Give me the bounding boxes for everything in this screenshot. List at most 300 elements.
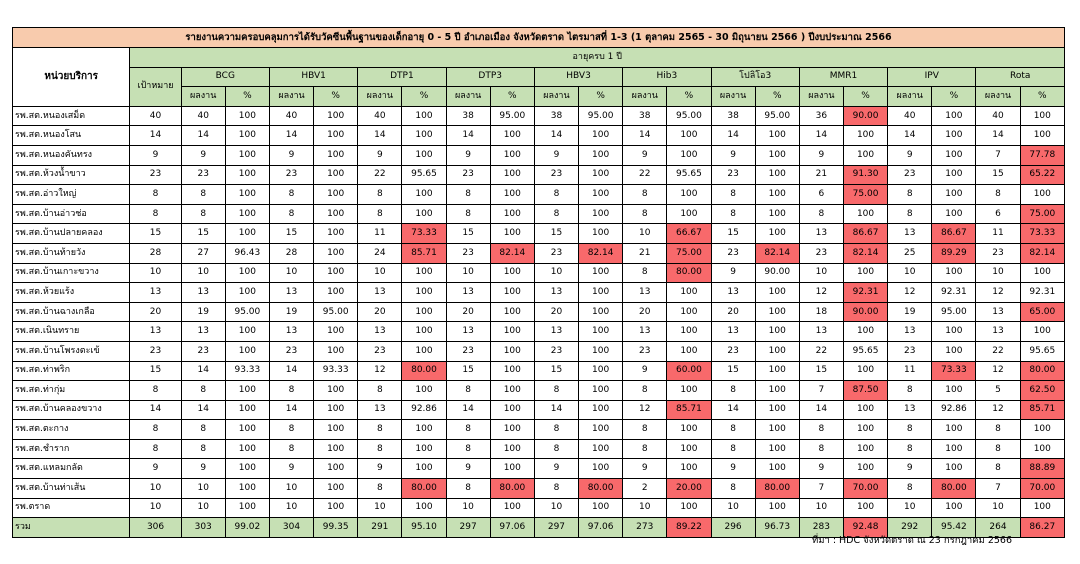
target-cell: 23 — [130, 165, 181, 185]
percent-cell: 100 — [314, 145, 358, 165]
result-cell: 23 — [446, 243, 490, 263]
percent-cell: 96.43 — [225, 243, 269, 263]
result-cell: 14 — [181, 361, 225, 381]
result-cell: 38 — [711, 106, 755, 126]
percent-cell: 100 — [402, 302, 446, 322]
result-cell: 10 — [799, 498, 843, 518]
unit-name: รพ.สต.เนินทราย — [13, 322, 130, 342]
target-cell: 9 — [130, 459, 181, 479]
vaccine-header: Rota — [976, 67, 1065, 87]
result-cell: 10 — [976, 263, 1020, 283]
percent-cell: 95.65 — [843, 341, 887, 361]
percent-cell: 100 — [225, 322, 269, 342]
result-cell: 264 — [976, 518, 1020, 538]
result-cell: 8 — [976, 459, 1020, 479]
percent-cell: 100 — [402, 341, 446, 361]
table-row — [13, 106, 1065, 126]
percent-cell: 100 — [932, 420, 976, 440]
result-cell: 10 — [181, 263, 225, 283]
result-cell: 23 — [888, 341, 932, 361]
unit-name: รพ.สต.อ่าวใหญ่ — [13, 185, 130, 205]
result-cell: 12 — [623, 400, 667, 420]
table-row — [13, 283, 1065, 303]
target-cell: 8 — [130, 381, 181, 401]
percent-cell: 100 — [314, 126, 358, 146]
result-cell: 10 — [623, 224, 667, 244]
result-cell: 8 — [181, 439, 225, 459]
result-cell: 8 — [358, 479, 402, 499]
percent-cell: 100 — [579, 145, 623, 165]
percent-cell: 100 — [843, 322, 887, 342]
result-cell: 9 — [181, 145, 225, 165]
percent-cell: 77.78 — [1020, 145, 1064, 165]
table-row — [13, 204, 1065, 224]
percent-cell: 90.00 — [843, 106, 887, 126]
result-cell: 9 — [711, 145, 755, 165]
percent-cell: 95.65 — [667, 165, 711, 185]
percent-cell: 95.00 — [490, 106, 534, 126]
result-cell: 10 — [269, 498, 313, 518]
result-cell: 8 — [888, 204, 932, 224]
result-cell: 13 — [534, 283, 578, 303]
result-cell: 8 — [269, 185, 313, 205]
percent-cell: 100 — [314, 322, 358, 342]
percent-cell: 100 — [932, 106, 976, 126]
result-cell: 12 — [976, 400, 1020, 420]
result-cell: 28 — [269, 243, 313, 263]
percent-cell: 100 — [402, 381, 446, 401]
percent-cell: 100 — [755, 439, 799, 459]
percent-cell: 73.33 — [932, 361, 976, 381]
percent-cell: 80.00 — [1020, 361, 1064, 381]
result-cell: 8 — [711, 381, 755, 401]
percent-cell: 100 — [579, 283, 623, 303]
percent-cell: 100 — [225, 263, 269, 283]
result-cell: 7 — [976, 145, 1020, 165]
percent-cell: 80.00 — [579, 479, 623, 499]
result-cell: 8 — [534, 439, 578, 459]
percent-cell: 99.35 — [314, 518, 358, 538]
percent-subheader: % — [932, 87, 976, 107]
result-cell: 23 — [711, 165, 755, 185]
result-cell: 8 — [623, 204, 667, 224]
result-cell: 8 — [269, 439, 313, 459]
percent-cell: 100 — [843, 459, 887, 479]
result-cell: 14 — [799, 400, 843, 420]
percent-cell: 73.33 — [1020, 224, 1064, 244]
table-row — [13, 165, 1065, 185]
percent-cell: 100 — [843, 439, 887, 459]
percent-cell: 92.48 — [843, 518, 887, 538]
result-cell: 15 — [711, 361, 755, 381]
percent-cell: 75.00 — [667, 243, 711, 263]
target-cell: 23 — [130, 341, 181, 361]
result-cell: 10 — [446, 498, 490, 518]
percent-cell: 100 — [1020, 185, 1064, 205]
percent-cell: 100 — [755, 302, 799, 322]
percent-cell: 100 — [667, 185, 711, 205]
result-cell: 8 — [888, 420, 932, 440]
result-cell: 8 — [711, 204, 755, 224]
title-row — [13, 28, 1065, 48]
result-cell: 23 — [534, 165, 578, 185]
percent-cell: 100 — [225, 381, 269, 401]
result-cell: 291 — [358, 518, 402, 538]
result-cell: 13 — [623, 322, 667, 342]
result-cell: 8 — [623, 381, 667, 401]
result-cell: 40 — [358, 106, 402, 126]
percent-cell: 100 — [579, 322, 623, 342]
result-cell: 14 — [181, 126, 225, 146]
result-cell: 10 — [623, 498, 667, 518]
vaccine-header: IPV — [888, 67, 976, 87]
unit-name: รพ.สต.ตะกาง — [13, 420, 130, 440]
percent-subheader: % — [225, 87, 269, 107]
percent-cell: 100 — [667, 459, 711, 479]
target-cell: 40 — [130, 106, 181, 126]
percent-cell: 95.00 — [667, 106, 711, 126]
percent-cell: 100 — [843, 498, 887, 518]
table-row — [13, 145, 1065, 165]
result-cell: 20 — [711, 302, 755, 322]
result-cell: 297 — [534, 518, 578, 538]
result-cell: 23 — [269, 341, 313, 361]
percent-cell: 100 — [402, 420, 446, 440]
percent-cell: 100 — [225, 224, 269, 244]
percent-cell: 62.50 — [1020, 381, 1064, 401]
table-row — [13, 302, 1065, 322]
percent-cell: 66.67 — [667, 224, 711, 244]
result-cell: 23 — [358, 341, 402, 361]
target-cell: 15 — [130, 224, 181, 244]
percent-cell: 97.06 — [490, 518, 534, 538]
table-row — [13, 459, 1065, 479]
result-cell: 9 — [358, 459, 402, 479]
result-cell: 11 — [358, 224, 402, 244]
result-cell: 8 — [623, 263, 667, 283]
result-cell: 11 — [888, 361, 932, 381]
result-cell: 14 — [269, 361, 313, 381]
percent-cell: 95.42 — [932, 518, 976, 538]
result-cell: 10 — [976, 498, 1020, 518]
result-cell: 8 — [534, 381, 578, 401]
result-cell: 22 — [358, 165, 402, 185]
result-cell: 38 — [446, 106, 490, 126]
percent-cell: 100 — [225, 479, 269, 499]
result-cell: 20 — [358, 302, 402, 322]
percent-cell: 100 — [314, 400, 358, 420]
result-cell: 8 — [269, 381, 313, 401]
result-cell: 9 — [711, 459, 755, 479]
result-cell: 22 — [976, 341, 1020, 361]
percent-cell: 100 — [490, 322, 534, 342]
percent-cell: 93.33 — [314, 361, 358, 381]
percent-cell: 100 — [490, 400, 534, 420]
target-header: เป้าหมาย — [130, 67, 181, 106]
result-cell: 14 — [711, 400, 755, 420]
result-cell: 13 — [711, 283, 755, 303]
table-row — [13, 400, 1065, 420]
result-cell: 9 — [623, 459, 667, 479]
percent-cell: 100 — [932, 498, 976, 518]
result-cell: 38 — [623, 106, 667, 126]
percent-cell: 75.00 — [1020, 204, 1064, 224]
result-cell: 8 — [358, 185, 402, 205]
table-row — [13, 243, 1065, 263]
unit-name: รพ.สต.แหลมกลัด — [13, 459, 130, 479]
result-cell: 8 — [181, 381, 225, 401]
unit-name: รพ.สต.หนองเสม็ด — [13, 106, 130, 126]
result-cell: 8 — [446, 420, 490, 440]
result-cell: 15 — [181, 224, 225, 244]
result-cell: 7 — [976, 479, 1020, 499]
result-cell: 13 — [269, 322, 313, 342]
result-cell: 8 — [181, 204, 225, 224]
result-cell: 22 — [799, 341, 843, 361]
percent-cell: 73.33 — [402, 224, 446, 244]
percent-cell: 95.00 — [225, 302, 269, 322]
result-cell: 14 — [711, 126, 755, 146]
percent-cell: 85.71 — [1020, 400, 1064, 420]
percent-subheader: % — [579, 87, 623, 107]
result-cell: 8 — [534, 479, 578, 499]
result-cell: 23 — [534, 341, 578, 361]
result-cell: 40 — [888, 106, 932, 126]
percent-cell: 100 — [314, 498, 358, 518]
percent-cell: 100 — [490, 126, 534, 146]
result-cell: 12 — [976, 361, 1020, 381]
result-cell: 24 — [358, 243, 402, 263]
result-cell: 14 — [181, 400, 225, 420]
percent-cell: 100 — [402, 204, 446, 224]
percent-cell: 100 — [225, 420, 269, 440]
result-cell: 6 — [976, 204, 1020, 224]
result-cell: 23 — [799, 243, 843, 263]
report-title: รายงานความครอบคลุมการได้รับวัคซีนพื้นฐานของเด็กอายุ 0 - 5 ปี อำเภอเมือง จังหวัดตราด ไตรมาสที่ 1-3 (1 ตุลาคม 2565 - 30 มิถุนายน 2566 ) ปีงบประมาณ 2566 — [13, 28, 1065, 48]
result-cell: 10 — [358, 263, 402, 283]
percent-cell: 100 — [1020, 126, 1064, 146]
percent-cell: 100 — [1020, 439, 1064, 459]
result-cell: 9 — [623, 361, 667, 381]
result-cell: 9 — [358, 145, 402, 165]
percent-cell: 100 — [490, 224, 534, 244]
percent-subheader: % — [314, 87, 358, 107]
percent-cell: 100 — [667, 204, 711, 224]
result-cell: 10 — [534, 498, 578, 518]
target-cell: 10 — [130, 263, 181, 283]
result-cell: 10 — [711, 498, 755, 518]
result-cell: 9 — [623, 145, 667, 165]
percent-cell: 91.30 — [843, 165, 887, 185]
percent-cell: 86.67 — [932, 224, 976, 244]
source-note: ที่มา : HDC จังหวัดตราด ณ 23 กรกฎาคม 2566 — [811, 535, 1012, 546]
result-cell: 19 — [181, 302, 225, 322]
percent-cell: 89.29 — [932, 243, 976, 263]
result-cell: 15 — [976, 165, 1020, 185]
result-cell: 8 — [181, 420, 225, 440]
result-cell: 10 — [888, 263, 932, 283]
result-cell: 15 — [446, 361, 490, 381]
percent-cell: 86.27 — [1020, 518, 1064, 538]
percent-cell: 100 — [402, 459, 446, 479]
table-row — [13, 479, 1065, 499]
result-cell: 9 — [799, 145, 843, 165]
result-subheader: ผลงาน — [534, 87, 578, 107]
result-cell: 13 — [623, 283, 667, 303]
percent-cell: 100 — [314, 106, 358, 126]
percent-cell: 100 — [755, 224, 799, 244]
result-cell: 303 — [181, 518, 225, 538]
percent-cell: 100 — [932, 165, 976, 185]
target-cell: 8 — [130, 204, 181, 224]
percent-cell: 100 — [755, 361, 799, 381]
result-cell: 13 — [181, 322, 225, 342]
result-cell: 14 — [269, 126, 313, 146]
result-cell: 8 — [358, 420, 402, 440]
percent-cell: 92.86 — [402, 400, 446, 420]
percent-cell: 100 — [225, 439, 269, 459]
percent-cell: 100 — [314, 459, 358, 479]
percent-subheader: % — [843, 87, 887, 107]
result-cell: 15 — [446, 224, 490, 244]
result-cell: 20 — [623, 302, 667, 322]
result-cell: 8 — [534, 420, 578, 440]
result-cell: 9 — [534, 145, 578, 165]
percent-cell: 100 — [402, 126, 446, 146]
result-cell: 2 — [623, 479, 667, 499]
percent-cell: 100 — [1020, 322, 1064, 342]
percent-cell: 70.00 — [843, 479, 887, 499]
result-cell: 23 — [534, 243, 578, 263]
percent-subheader: % — [667, 87, 711, 107]
percent-cell: 92.31 — [932, 283, 976, 303]
result-cell: 8 — [799, 439, 843, 459]
table-row — [13, 322, 1065, 342]
percent-cell: 97.06 — [579, 518, 623, 538]
result-cell: 14 — [534, 126, 578, 146]
result-subheader: ผลงาน — [888, 87, 932, 107]
percent-cell: 100 — [314, 263, 358, 283]
result-cell: 8 — [623, 420, 667, 440]
result-cell: 292 — [888, 518, 932, 538]
result-cell: 36 — [799, 106, 843, 126]
result-cell: 13 — [976, 322, 1020, 342]
result-cell: 7 — [799, 381, 843, 401]
percent-cell: 100 — [667, 145, 711, 165]
result-cell: 13 — [446, 283, 490, 303]
percent-cell: 100 — [755, 283, 799, 303]
percent-subheader: % — [402, 87, 446, 107]
target-cell: 28 — [130, 243, 181, 263]
percent-cell: 95.00 — [314, 302, 358, 322]
percent-cell: 100 — [314, 439, 358, 459]
result-cell: 15 — [799, 361, 843, 381]
vaccine-header: โปลิโอ3 — [711, 67, 799, 87]
percent-cell: 92.31 — [843, 283, 887, 303]
percent-cell: 92.31 — [1020, 283, 1064, 303]
unit-name: รพ.สต.บ้านเกาะขวาง — [13, 263, 130, 283]
result-cell: 9 — [711, 263, 755, 283]
vaccine-header: HBV1 — [269, 67, 357, 87]
result-cell: 19 — [888, 302, 932, 322]
result-cell: 9 — [269, 459, 313, 479]
unit-name: รพ.สต.บ้านท่าเส้น — [13, 479, 130, 499]
percent-cell: 100 — [667, 420, 711, 440]
result-cell: 20 — [446, 302, 490, 322]
percent-cell: 100 — [843, 145, 887, 165]
percent-cell: 100 — [402, 439, 446, 459]
percent-cell: 100 — [225, 165, 269, 185]
result-subheader: ผลงาน — [711, 87, 755, 107]
percent-cell: 65.22 — [1020, 165, 1064, 185]
result-cell: 19 — [269, 302, 313, 322]
percent-cell: 100 — [579, 341, 623, 361]
unit-name: รพ.สต.หนองโสน — [13, 126, 130, 146]
percent-cell: 100 — [225, 204, 269, 224]
target-cell: 10 — [130, 479, 181, 499]
target-cell: 10 — [130, 498, 181, 518]
result-cell: 8 — [976, 420, 1020, 440]
percent-cell: 100 — [579, 224, 623, 244]
vaccine-header: BCG — [181, 67, 269, 87]
percent-cell: 100 — [402, 498, 446, 518]
percent-cell: 100 — [490, 165, 534, 185]
result-cell: 12 — [799, 283, 843, 303]
percent-cell: 100 — [843, 263, 887, 283]
unit-name: รพ.สต.ท่ากุ่ม — [13, 381, 130, 401]
percent-cell: 100 — [402, 106, 446, 126]
percent-cell: 70.00 — [1020, 479, 1064, 499]
result-cell: 14 — [446, 126, 490, 146]
result-cell: 14 — [799, 126, 843, 146]
result-subheader: ผลงาน — [181, 87, 225, 107]
unit-name: รพ.สต.ชำราก — [13, 439, 130, 459]
result-cell: 8 — [534, 204, 578, 224]
result-cell: 10 — [358, 498, 402, 518]
result-cell: 5 — [976, 381, 1020, 401]
result-cell: 12 — [358, 361, 402, 381]
percent-cell: 100 — [755, 204, 799, 224]
percent-cell: 100 — [314, 243, 358, 263]
result-cell: 23 — [446, 341, 490, 361]
result-cell: 13 — [976, 302, 1020, 322]
result-cell: 13 — [711, 322, 755, 342]
percent-cell: 87.50 — [843, 381, 887, 401]
result-cell: 13 — [358, 322, 402, 342]
table-row — [13, 361, 1065, 381]
result-cell: 23 — [623, 341, 667, 361]
result-cell: 14 — [534, 400, 578, 420]
percent-subheader: % — [755, 87, 799, 107]
percent-cell: 100 — [402, 185, 446, 205]
unit-name: รพ.สต.บ้านท้ายวัง — [13, 243, 130, 263]
result-cell: 9 — [888, 459, 932, 479]
percent-cell: 100 — [667, 381, 711, 401]
result-cell: 7 — [799, 479, 843, 499]
result-cell: 8 — [534, 185, 578, 205]
percent-cell: 88.89 — [1020, 459, 1064, 479]
percent-cell: 95.00 — [579, 106, 623, 126]
percent-cell: 82.14 — [579, 243, 623, 263]
percent-cell: 100 — [667, 302, 711, 322]
result-cell: 11 — [976, 224, 1020, 244]
result-cell: 20 — [534, 302, 578, 322]
vaccine-header: Hib3 — [623, 67, 711, 87]
percent-cell: 65.00 — [1020, 302, 1064, 322]
result-cell: 8 — [799, 204, 843, 224]
result-cell: 297 — [446, 518, 490, 538]
target-cell: 15 — [130, 361, 181, 381]
